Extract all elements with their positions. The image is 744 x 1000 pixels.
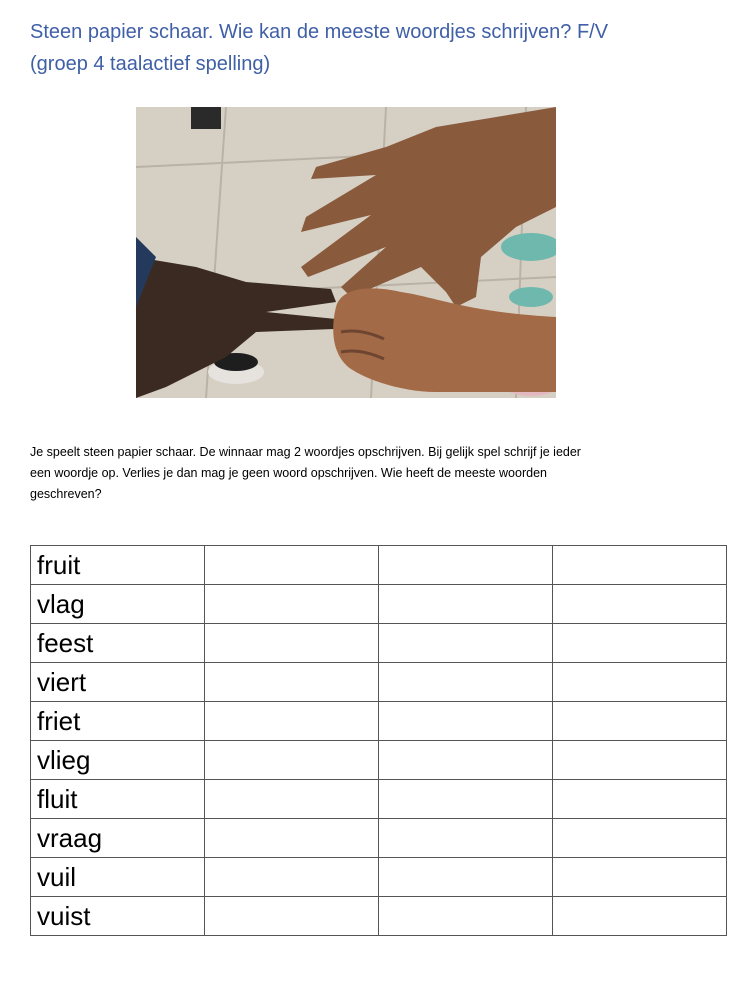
answer-cell[interactable] <box>379 585 553 624</box>
table-row <box>31 663 727 702</box>
answer-cell[interactable] <box>553 546 727 585</box>
answer-cell[interactable] <box>205 741 379 780</box>
word-cell: fluit <box>31 780 205 819</box>
word-cell: fruit <box>31 546 205 585</box>
answer-cell[interactable] <box>553 585 727 624</box>
answer-cell[interactable] <box>205 780 379 819</box>
answer-cell[interactable] <box>379 897 553 936</box>
rock-paper-scissors-hands-photo <box>136 107 556 398</box>
answer-cell[interactable] <box>379 624 553 663</box>
instructions-line-1: Je speelt steen papier schaar. De winnaar mag 2 woordjes opschrijven. Bij gelijk spel schrijf je ieder <box>30 445 581 459</box>
answer-cell[interactable] <box>553 780 727 819</box>
answer-cell[interactable] <box>205 546 379 585</box>
answer-cell[interactable] <box>553 858 727 897</box>
table-row <box>31 585 727 624</box>
word-cell: vlieg <box>31 741 205 780</box>
answer-cell[interactable] <box>379 702 553 741</box>
table-row <box>31 780 727 819</box>
table-row <box>31 546 727 585</box>
answer-cell[interactable] <box>379 546 553 585</box>
title-line-2: (groep 4 taalactief spelling) <box>30 53 271 75</box>
instructions-line-2: een woordje op. Verlies je dan mag je geen woord opschrijven. Wie heeft de meeste woorden <box>30 466 547 480</box>
hands-photo <box>136 107 556 398</box>
answer-cell[interactable] <box>553 897 727 936</box>
answer-cell[interactable] <box>379 663 553 702</box>
word-cell: feest <box>31 624 205 663</box>
answer-cell[interactable] <box>553 741 727 780</box>
answer-cell[interactable] <box>379 780 553 819</box>
word-cell: friet <box>31 702 205 741</box>
word-cell: vlag <box>31 585 205 624</box>
word-cell: vuist <box>31 897 205 936</box>
table-row <box>31 897 727 936</box>
answer-cell[interactable] <box>379 741 553 780</box>
table-row <box>31 702 727 741</box>
instructions-line-3: geschreven? <box>30 487 102 501</box>
answer-cell[interactable] <box>205 858 379 897</box>
word-cell: vuil <box>31 858 205 897</box>
answer-cell[interactable] <box>205 897 379 936</box>
table-row <box>31 858 727 897</box>
table-row <box>31 819 727 858</box>
table-row <box>31 741 727 780</box>
answer-cell[interactable] <box>553 663 727 702</box>
page-title <box>30 16 720 80</box>
instructions-text <box>30 442 670 505</box>
answer-cell[interactable] <box>205 585 379 624</box>
answer-cell[interactable] <box>205 702 379 741</box>
answer-cell[interactable] <box>205 819 379 858</box>
answer-cell[interactable] <box>205 663 379 702</box>
word-table <box>30 545 727 936</box>
answer-cell[interactable] <box>379 858 553 897</box>
answer-cell[interactable] <box>553 624 727 663</box>
answer-cell[interactable] <box>553 819 727 858</box>
answer-cell[interactable] <box>553 702 727 741</box>
answer-cell[interactable] <box>205 624 379 663</box>
title-line-1: Steen papier schaar. Wie kan de meeste woordjes schrijven? F/V <box>30 21 609 43</box>
word-cell: viert <box>31 663 205 702</box>
table-row <box>31 624 727 663</box>
word-cell: vraag <box>31 819 205 858</box>
answer-cell[interactable] <box>379 819 553 858</box>
